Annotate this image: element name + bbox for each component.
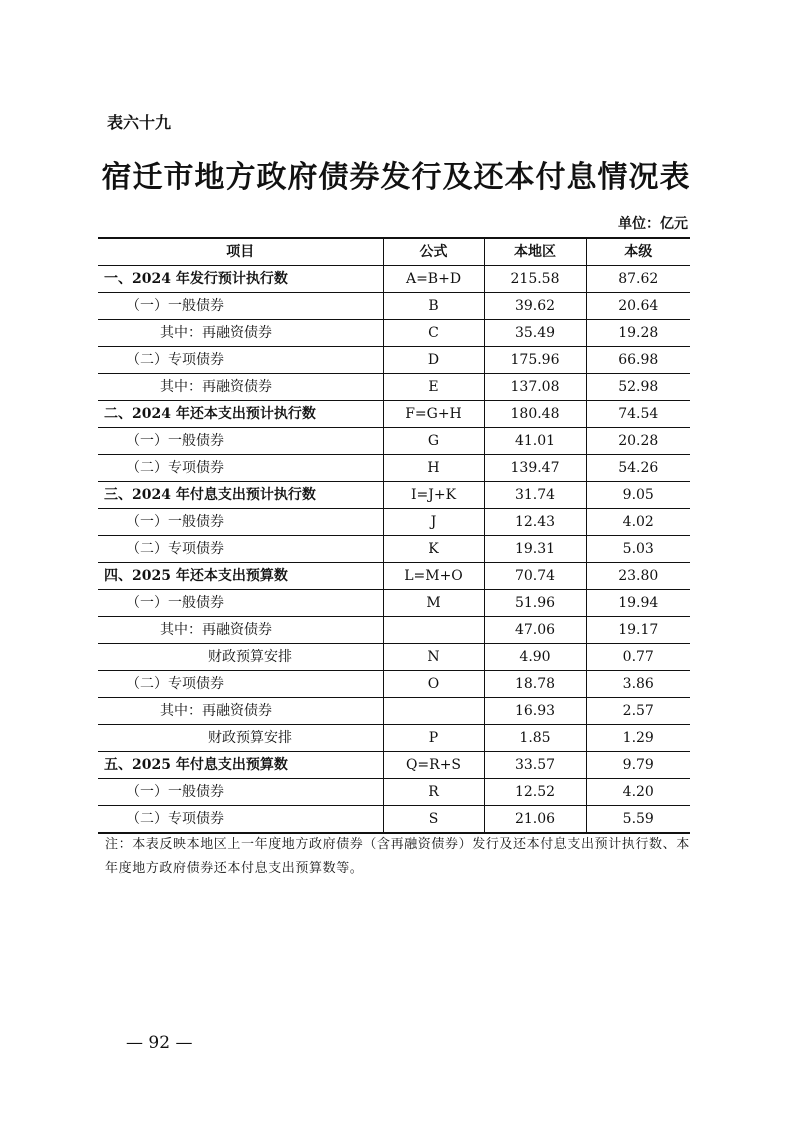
row-local-value: 19.31 [484,536,586,563]
row-city-value: 23.80 [586,563,690,590]
row-local-value: 41.01 [484,428,586,455]
header-city: 本级 [586,238,690,266]
row-city-value: 74.54 [586,401,690,428]
row-formula: L=M+O [383,563,484,590]
row-local-value: 18.78 [484,671,586,698]
table-row [98,563,690,590]
unit-label: 单位：亿元 [618,216,688,232]
table-body [98,266,690,834]
table-row [98,671,690,698]
row-formula: R [383,779,484,806]
row-formula [383,617,484,644]
header-formula: 公式 [383,238,484,266]
row-formula: N [383,644,484,671]
debt-table [98,237,690,834]
footnote: 注：本表反映本地区上一年度地方政府债券（含再融资债券）发行及还本付息支出预计执行数、本年度地方政府债券还本付息支出预算数等。 [105,837,690,876]
table-row [98,779,690,806]
table-row [98,725,690,752]
header-item: 项目 [98,238,383,266]
row-local-value: 1.85 [484,725,586,752]
table-row [98,455,690,482]
row-formula: C [383,320,484,347]
row-item: 五、2025 年付息支出预算数 [98,752,383,779]
row-item: （一）一般债券 [98,590,383,617]
row-item: （二）专项债券 [98,536,383,563]
row-local-value: 180.48 [484,401,586,428]
row-city-value: 9.05 [586,482,690,509]
row-item: （二）专项债券 [98,455,383,482]
table-row [98,293,690,320]
row-local-value: 33.57 [484,752,586,779]
row-city-value: 87.62 [586,266,690,293]
row-item: 其中：再融资债券 [98,374,383,401]
row-item: 一、2024 年发行预计执行数 [98,266,383,293]
row-local-value: 35.49 [484,320,586,347]
row-formula: J [383,509,484,536]
row-city-value: 0.77 [586,644,690,671]
row-item: （二）专项债券 [98,806,383,834]
row-formula: K [383,536,484,563]
row-item: 财政预算安排 [98,644,383,671]
row-item: （二）专项债券 [98,671,383,698]
table-row [98,590,690,617]
table-row [98,320,690,347]
row-city-value: 54.26 [586,455,690,482]
table-row [98,428,690,455]
table-row [98,752,690,779]
row-local-value: 215.58 [484,266,586,293]
table-row [98,266,690,293]
row-city-value: 1.29 [586,725,690,752]
row-formula [383,698,484,725]
table-row [98,401,690,428]
table-row [98,509,690,536]
row-local-value: 4.90 [484,644,586,671]
row-formula: P [383,725,484,752]
row-local-value: 139.47 [484,455,586,482]
row-formula: Q=R+S [383,752,484,779]
row-formula: D [383,347,484,374]
table-row [98,806,690,834]
row-city-value: 4.02 [586,509,690,536]
row-formula: B [383,293,484,320]
table-row [98,617,690,644]
table-row [98,347,690,374]
row-item: 其中：再融资债券 [98,617,383,644]
header-local: 本地区 [484,238,586,266]
row-item: 其中：再融资债券 [98,698,383,725]
page-number: — 92 — [126,1033,193,1053]
row-item: （二）专项债券 [98,347,383,374]
table-row [98,536,690,563]
row-local-value: 137.08 [484,374,586,401]
row-city-value: 5.59 [586,806,690,834]
row-city-value: 20.64 [586,293,690,320]
row-local-value: 70.74 [484,563,586,590]
table-row [98,644,690,671]
row-formula: S [383,806,484,834]
row-city-value: 3.86 [586,671,690,698]
row-local-value: 39.62 [484,293,586,320]
row-city-value: 19.94 [586,590,690,617]
row-formula: I=J+K [383,482,484,509]
row-city-value: 19.17 [586,617,690,644]
table-row [98,698,690,725]
row-local-value: 175.96 [484,347,586,374]
table-header-row [98,238,690,266]
row-item: 二、2024 年还本支出预计执行数 [98,401,383,428]
row-formula: F=G+H [383,401,484,428]
row-item: 三、2024 年付息支出预计执行数 [98,482,383,509]
row-city-value: 4.20 [586,779,690,806]
row-formula: M [383,590,484,617]
row-local-value: 21.06 [484,806,586,834]
row-formula: A=B+D [383,266,484,293]
row-item: （一）一般债券 [98,509,383,536]
row-item: （一）一般债券 [98,428,383,455]
row-formula: H [383,455,484,482]
row-local-value: 12.43 [484,509,586,536]
row-city-value: 5.03 [586,536,690,563]
row-local-value: 47.06 [484,617,586,644]
table-row [98,482,690,509]
row-local-value: 51.96 [484,590,586,617]
row-item: （一）一般债券 [98,293,383,320]
row-city-value: 20.28 [586,428,690,455]
row-city-value: 52.98 [586,374,690,401]
row-city-value: 66.98 [586,347,690,374]
row-item: 财政预算安排 [98,725,383,752]
row-item: （一）一般债券 [98,779,383,806]
row-local-value: 12.52 [484,779,586,806]
row-city-value: 9.79 [586,752,690,779]
row-item: 四、2025 年还本支出预算数 [98,563,383,590]
row-local-value: 16.93 [484,698,586,725]
row-item: 其中：再融资债券 [98,320,383,347]
row-city-value: 19.28 [586,320,690,347]
table-row [98,374,690,401]
row-local-value: 31.74 [484,482,586,509]
row-formula: G [383,428,484,455]
table-number: 表六十九 [107,113,172,132]
row-city-value: 2.57 [586,698,690,725]
page-title: 宿迁市地方政府债券发行及还本付息情况表 [101,160,691,195]
row-formula: E [383,374,484,401]
row-formula: O [383,671,484,698]
